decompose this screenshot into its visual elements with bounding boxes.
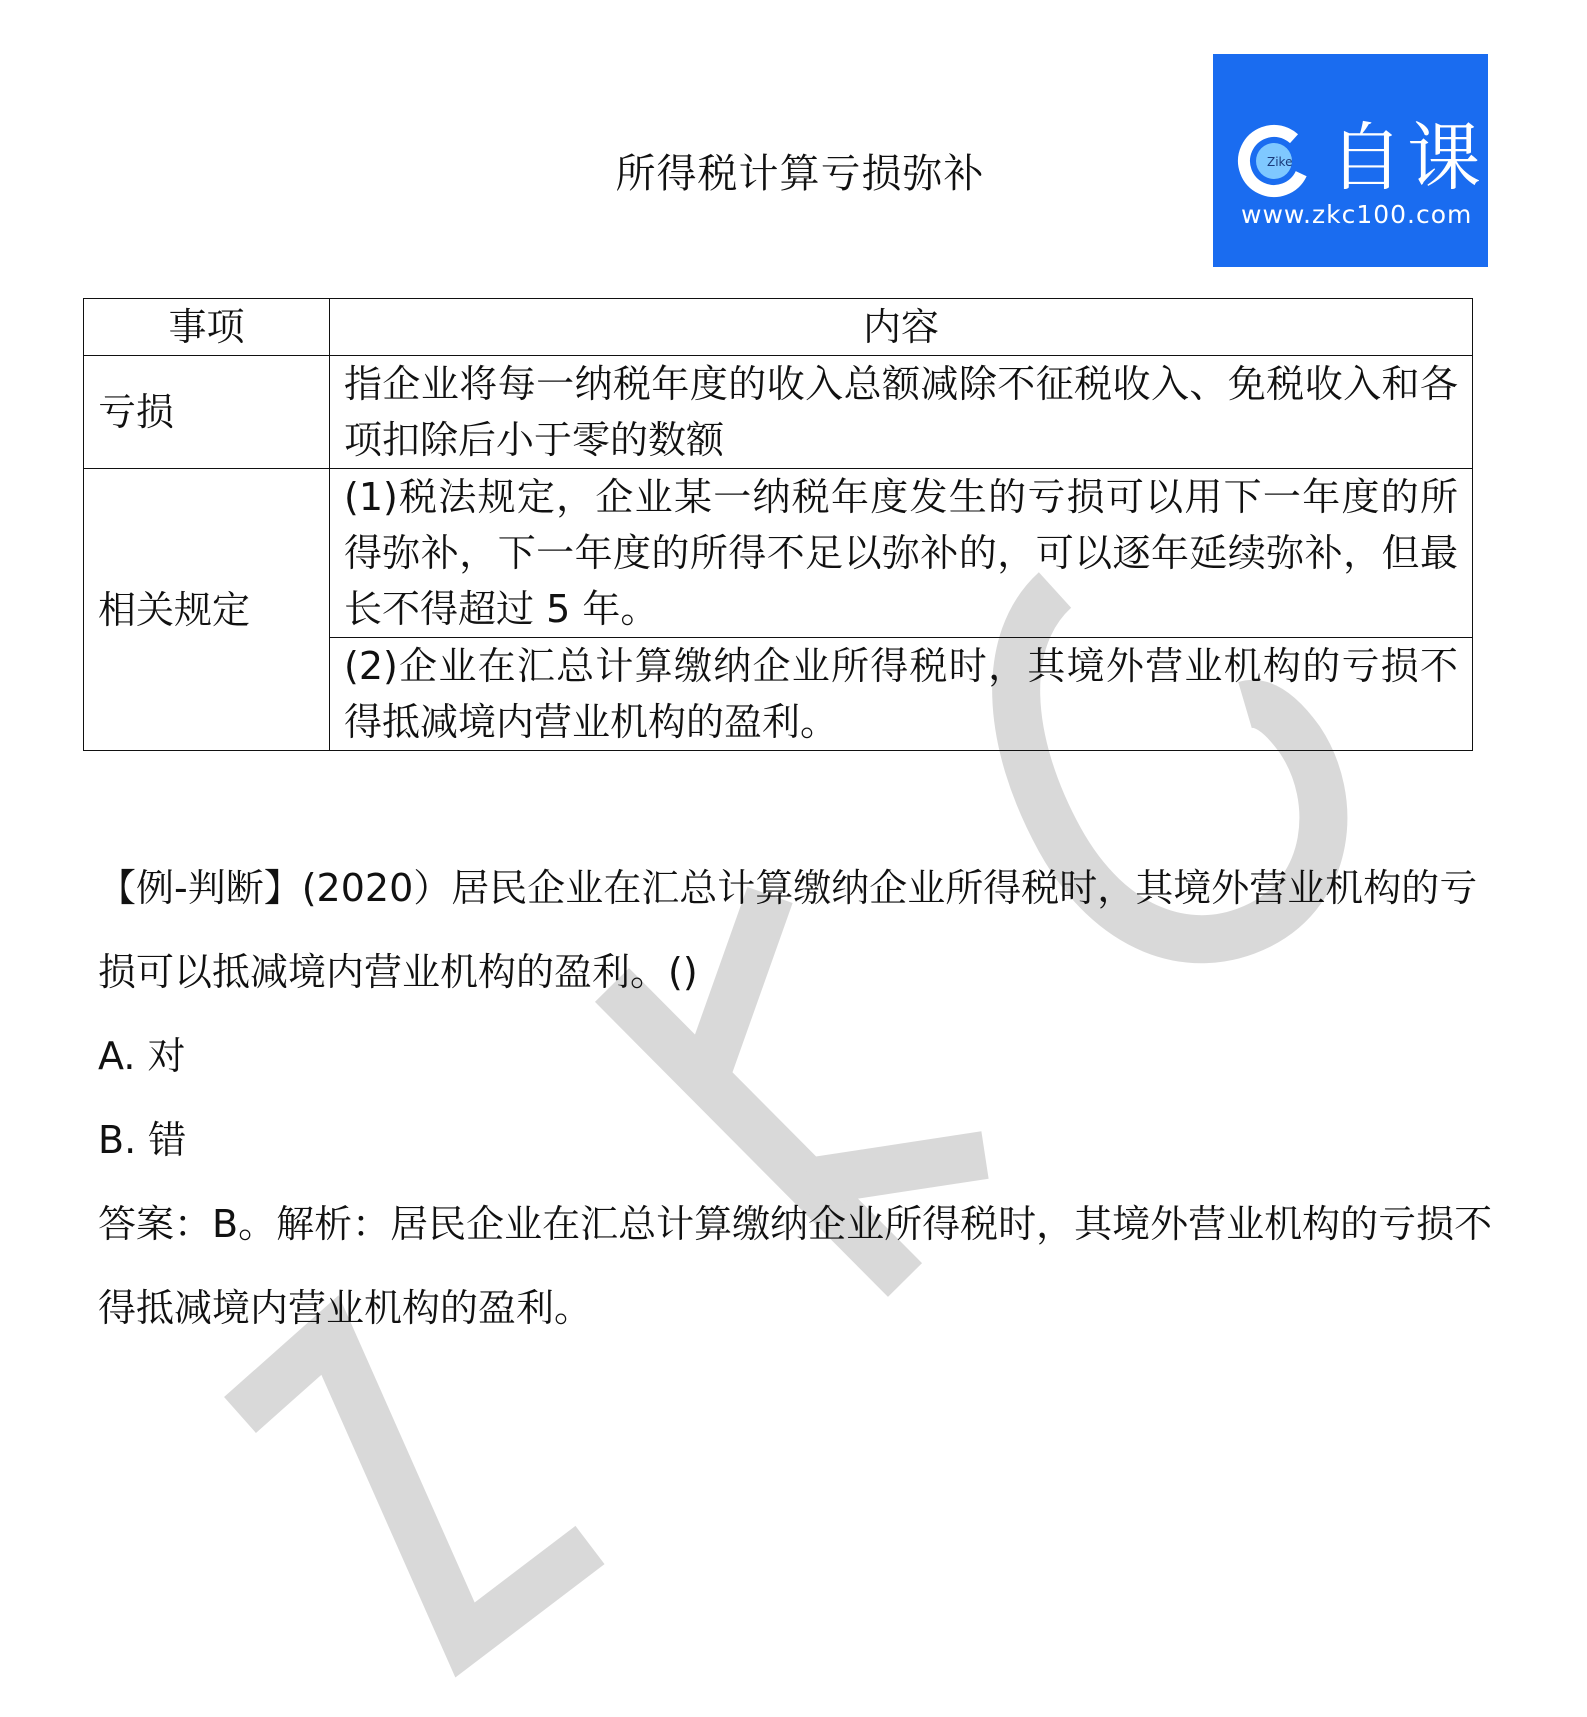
zike-c-logo-icon bbox=[1237, 124, 1311, 198]
row-item-loss: 亏损 bbox=[84, 356, 330, 469]
logo-name: 自课 bbox=[1329, 115, 1485, 201]
option-b: B. 错 bbox=[98, 1118, 187, 1162]
table-row bbox=[84, 356, 1473, 469]
example-question bbox=[98, 846, 1498, 1350]
page-title: 所得税计算亏损弥补 bbox=[615, 151, 985, 197]
row-item-related-rules: 相关规定 bbox=[84, 469, 330, 751]
row-content-rule-1: (1)税法规定，企业某一纳税年度发生的亏损可以用下一年度的所得弥补，下一年度的所得不足以弥补的，可以逐年延续弥补，但最长不得超过 5 年。 bbox=[330, 469, 1473, 638]
logo-mark-text: Zike bbox=[1267, 155, 1293, 169]
table-header-row bbox=[84, 299, 1473, 356]
watermark-letter-z bbox=[240, 1335, 590, 1640]
loss-rules-table bbox=[83, 298, 1473, 751]
question-stem: 【例-判断】(2020）居民企业在汇总计算缴纳企业所得税时，其境外营业机构的亏损可以抵减境内营业机构的盈利。() bbox=[98, 866, 1478, 994]
header-content: 内容 bbox=[330, 299, 1473, 356]
table-row bbox=[84, 469, 1473, 638]
header-item: 事项 bbox=[84, 299, 330, 356]
logo-url: www.zkc100.com bbox=[1241, 200, 1473, 229]
zike-logo bbox=[1213, 54, 1488, 267]
row-content-loss-definition: 指企业将每一纳税年度的收入总额减除不征税收入、免税收入和各项扣除后小于零的数额 bbox=[330, 356, 1473, 469]
answer-explanation: 答案：B。解析：居民企业在汇总计算缴纳企业所得税时，其境外营业机构的亏损不得抵减境内营业机构的盈利。 bbox=[98, 1202, 1493, 1330]
option-a: A. 对 bbox=[98, 1034, 186, 1078]
row-content-rule-2: (2)企业在汇总计算缴纳企业所得税时，其境外营业机构的亏损不得抵减境内营业机构的盈利。 bbox=[330, 638, 1473, 751]
